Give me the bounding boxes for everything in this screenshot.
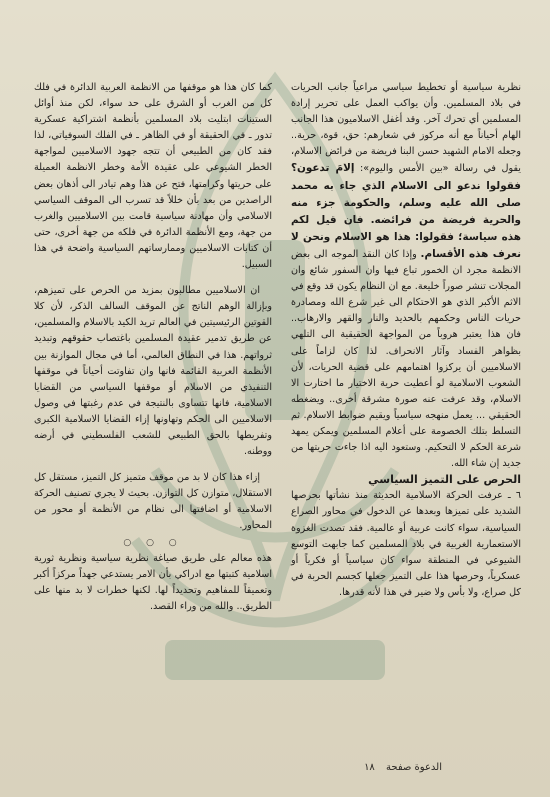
right-paragraph-2: ٦ ـ عرفت الحركة الاسلامية الحديثة منذ نشأتها بحرصها الشديد على تميزها وبعدها عن الدخول في محاور الصراع السياسية، سواء كانت عربية أو عالمية. فقد تصدت الغزوة الاستعمارية الغربية في بلاد المسلمين كما جابهت التوسع الشيوعي في المنطقة سواء كان سياسياً أو فكرياً أو عسكرياً، وحرصها هذا على التميز جعلها كجسم الحربة في كل صراع، ولا بأس ولا ضير في هذا لأنه قدرها. (291, 490, 521, 598)
left-paragraph-1: كما كان هذا هو موقفها من الانظمة العربية الدائرة في فلك كل من الغرب أو الشرق على حد سواء، لكن منذ أوائل الستينات ابتليت بلاد المسلمين بأنظمة اشتراكية عسكرية تدور ـ في الحقيقة أو في الظاهر ـ في الفلك السوفياتي، لذا فقد كان من الطبيعي أن تتجه جهود الاسلاميين لمواجهة الخطر الشيوعي على عقيدة الأمة وخطر الانظمة العميلة على حريتها وكرامتها، فتح عن هذا وهم تيادر الى أذهان بعض الراصدين من بعد بأن خللاً قد تسرب الى الموقف السياسي الاسلامي وأن مهادنة سياسية قامت بين الاسلاميين والغرب من جهة، ومع الأنظمة الدائرة في فلكه من جهة أخرى، حتى أن كتابات الاسلاميين وممارساتهم السياسية واضحة في هذا السبيل. (34, 82, 272, 271)
right-paragraph-1-tail: وإذا كان النقد الموجه الى بعض الانظمة مجرد ان الخمور تباع فيها وان السفور شائع وان المجلات تنشر صوراً خليعة. مع ان النظام يكون قد وقع في الاثم الأكبر الذي هو الاحتكام الى غير شرع الله ومصادرة حريات الناس وحكمهم بالحديد والنار والقهر والارهاب.. فان هذا يعتبر هروباً من المواجهة الحقيقية الى التلهي بظواهر الفساد وآثار الانحراف. لذا كان لزاماً على الاسلاميين أن يركزوا اهتمامهم على قضية الحريات، لأن الشعوب الاسلامية لو أعطيت حرية الاختيار ما اختارت الا الاسلام، وقد عرفت عنه صورة مشرقة أخرى.. ويضغطه الحقيقي ... يعمل منهجه سياسياً ويقيم ضوابط الاسلام. ثم التسلط بتلك الخصومة على أعلام المسلمين ويمكن يمهد شرعة الحكم لا التحكيم. (291, 248, 522, 454)
right-paragraph-1-tail-2: وستعود اليه اذا جاءت حريتها من جديد إن شاء الله. (291, 442, 521, 470)
magazine-name: الدعوة صفحة (386, 762, 442, 773)
right-paragraph-1-text: نظرية سياسية أو تخطيط سياسي مراعياً جانب الحريات في بلاد المسلمين. وأن يواكب العمل على تحرير إرادة المسلمين أي تحرك آخر. وقد أغفل الاسلاميون هذا الجانب الهام أحياناً مع أنه مركوز في شعارهم: حق، قوة، حرية.. وجعله الامام الشهيد حسن البنا فريضة من فرائض الاسلام، يقول في رسالة «بين الأمس واليوم»: (291, 82, 521, 175)
page-footer (364, 762, 442, 773)
left-paragraph-3: إزاء هذا كان لا بد من موقف متميز كل التميز، مستقل كل الاستقلال، متوازن كل التوازن. بحيث لا يجري تصنيف الحركة الاسلامية أو اضافتها الى نظام من الأنظمة أو محور من المحاور. (34, 472, 272, 532)
section-separator: ○ ○ ○ (123, 537, 183, 548)
page-number: ١٨ (364, 762, 375, 773)
left-column (34, 80, 272, 615)
banna-quote: إلامَ تدعون؟ فقولوا ندعو الى الاسلام الذي جاء به محمد صلى الله عليه وسلم، والحكومة جزء منه والحرية فريضة من فرائضه. فان قيل لكم هذه سياسة؛ فقولوا: هذا هو الاسلام ونحن لا نعرف هذه الأقسام. (291, 162, 521, 260)
left-paragraph-4: هذه معالم على طريق صياغة نظرية سياسية ونظرية ثورية اسلامية كتبتها مع ادراكي بأن الامر يستدعي جهداً مركزاً أكبر وتعميقاً للمفاهيم وتحديداً لها. لكنها خطرات لا بد منها على الطريق.. والله من وراء القصد. (34, 552, 272, 612)
left-paragraph-2: ان الاسلاميين مطالبون بمزيد من الحرص على تميزهم، وبإزالة الوهم الناتج عن الموقف السالف الذكر، لأن كلا القوتين الرئيسيتين في العالم تريد الكيد بالاسلام والمسلمين، عن طريق تدمير عقيدة المسلمين باغتصاب حقوقهم وتبديد ثرواتهم. هذا في النطاق العالمي، أما في مجال الموازنة بين الأنظمة العربية القائمة فانها وان تفاوتت أحياناً في موقفها التنفيذي من الاسلام أو موقفها السياسي من القضايا الاسلامية، فانها تتساوى بالنتيجة في عدم رغبتها في وصول الاسلاميين الى الحكم وتهاونها إزاء القضايا الاسلامية الكبرى وتفريطها بالحق الطبيعي للشعب الفلسطيني في أرضه ووطنه. (34, 285, 272, 458)
right-paragraph-1 (291, 80, 521, 472)
right-column (291, 80, 521, 601)
section-heading: الحرص على التميز السياسي (368, 473, 521, 487)
